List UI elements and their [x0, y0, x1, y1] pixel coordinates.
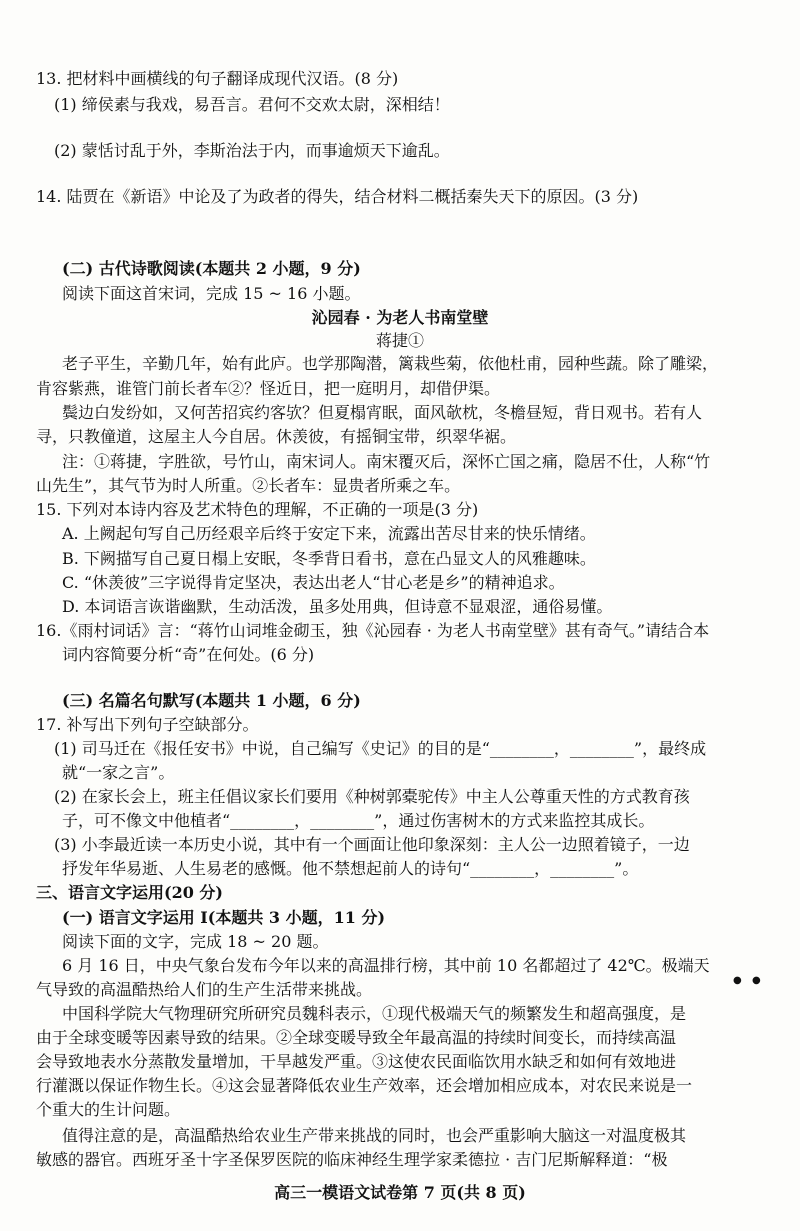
- text-line: 16.《雨村词话》言：“蒋竹山词堆金砌玉，独《沁园春 · 为老人书南堂壁》甚有奇气。”请结合本: [36, 621, 710, 640]
- text-line: 抒发年华易逝、人生易老的感慨。他不禁想起前人的诗句“________，________”。: [62, 859, 639, 878]
- text-line: 会导致地表水分蒸散发量增加，干旱越发严重。③这使农民面临饮用水缺乏和如何有效地进: [36, 1052, 677, 1071]
- text-line: 子，可不像文中他植者“________，________”，通过伤害树木的方式来监控其成长。: [62, 811, 655, 830]
- text-line: 行灌溉以保证作物生长。④这会显著降低农业生产效率，还会增加相应成本，对农民来说是一: [36, 1076, 693, 1095]
- text-line: 13. 把材料中画横线的句子翻译成现代汉语。(8 分): [36, 69, 399, 88]
- text-line: 17. 补写出下列句子空缺部分。: [36, 715, 259, 734]
- text-line: 蒋捷①: [375, 331, 424, 350]
- text-line: 值得注意的是，高温酷热给农业生产带来挑战的同时，也会严重影响大脑这一对温度极其: [62, 1126, 687, 1145]
- text-line: (2) 蒙恬讨乱于外，李斯治法于内，而事逾烦天下逾乱。: [54, 141, 450, 160]
- text-line: A. 上阙起句写自己历经艰辛后终于安定下来，流露出苦尽甘来的快乐情绪。: [62, 524, 596, 543]
- text-line: (2) 在家长会上，班主任倡议家长们要用《种树郭橐驼传》中主人公尊重天性的方式教育孩: [54, 787, 690, 806]
- text-line: 个重大的生计问题。: [36, 1100, 181, 1119]
- text-line: (1) 司马迁在《报任安书》中说，自己编写《史记》的目的是“________，________”，最终成: [54, 739, 707, 758]
- text-line: 14. 陆贾在《新语》中论及了为政者的得失，结合材料二概括秦失天下的原因。(3 分): [36, 187, 639, 206]
- text-line: 寻，只教僮道，这屋主人今自居。休羡彼，有摇铜宝带，织翠华裾。: [36, 427, 517, 446]
- text-line: 敏感的器官。西班牙圣十字圣保罗医院的临床神经生理学家柔德拉 · 吉门尼斯解释道：“极: [36, 1150, 668, 1169]
- text-line: 三、语言文字运用(20 分): [36, 883, 223, 902]
- text-line: 气导致的高温酷热给人们的生产生活带来挑战。: [36, 980, 373, 999]
- emphasis-dot: ●: [752, 975, 761, 986]
- text-line: 阅读下面的文字，完成 18 ~ 20 题。: [62, 932, 329, 951]
- text-line: (一) 语言文字运用 Ⅰ(本题共 3 小题，11 分): [62, 908, 386, 927]
- text-line: (1) 缔侯素与我戏，易吾言。君何不交欢太尉，深相结！: [54, 95, 450, 114]
- text-line: 6 月 16 日，中央气象台发布今年以来的高温排行榜，其中前 10 名都超过了 42℃。极端天: [62, 956, 710, 975]
- text-line: 阅读下面这首宋词，完成 15 ~ 16 小题。: [62, 284, 361, 303]
- text-line: 词内容简要分析“奇”在何处。(6 分): [62, 645, 315, 664]
- text-line: B. 下阙描写自己夏日榻上安眠，冬季背日看书，意在凸显文人的风雅趣味。: [62, 549, 596, 568]
- text-line: D. 本词语言诙谐幽默，生动活泼，虽多处用典，但诗意不显艰涩，通俗易懂。: [62, 597, 613, 616]
- text-line: 由于全球变暖等因素导致的结果。②全球变暖导致全年最高温的持续时间变长，而持续高温: [36, 1028, 677, 1047]
- text-line: 肯容紫燕，谁管门前长者车②？怪近日，把一庭明月，却借伊渠。: [36, 379, 501, 398]
- text-line: 沁园春 · 为老人书南堂壁: [311, 308, 489, 327]
- text-line: 鬓边白发纷如，又何苦招宾约客欤？但夏榻宵眠，面风欹枕，冬檐昼短，背日观书。若有人: [62, 403, 703, 422]
- text-line: 15. 下列对本诗内容及艺术特色的理解，不正确的一项是(3 分): [36, 500, 479, 519]
- text-line: (3) 小李最近读一本历史小说，其中有一个画面让他印象深刻：主人公一边照着镜子，一边: [54, 835, 690, 854]
- text-line: (二) 古代诗歌阅读(本题共 2 小题，9 分): [62, 259, 361, 278]
- text-line: 就“一家之言”。: [62, 763, 175, 782]
- text-line: 中国科学院大气物理研究所研究员魏科表示，①现代极端天气的频繁发生和超高强度，是: [62, 1004, 687, 1023]
- text-line: (三) 名篇名句默写(本题共 1 小题，6 分): [62, 691, 361, 710]
- text-line: 山先生”，其气节为时人所重。②长者车：显贵者所乘之车。: [36, 476, 461, 495]
- text-line: C. “休羡彼”三字说得肯定坚决，表达出老人“甘心老是乡”的精神追求。: [62, 573, 565, 592]
- emphasis-dot: ●: [733, 975, 742, 986]
- text-line: 注：①蒋捷，字胜欲，号竹山，南宋词人。南宋覆灭后，深怀亡国之痛，隐居不仕，人称“竹: [62, 452, 711, 471]
- text-line: 老子平生，辛勤几年，始有此庐。也学那陶潜，篱栽些菊，依他杜甫，园种些蔬。除了雕梁，: [62, 354, 719, 373]
- page-footer: 高三一模语文试卷第 7 页(共 8 页): [274, 1183, 526, 1202]
